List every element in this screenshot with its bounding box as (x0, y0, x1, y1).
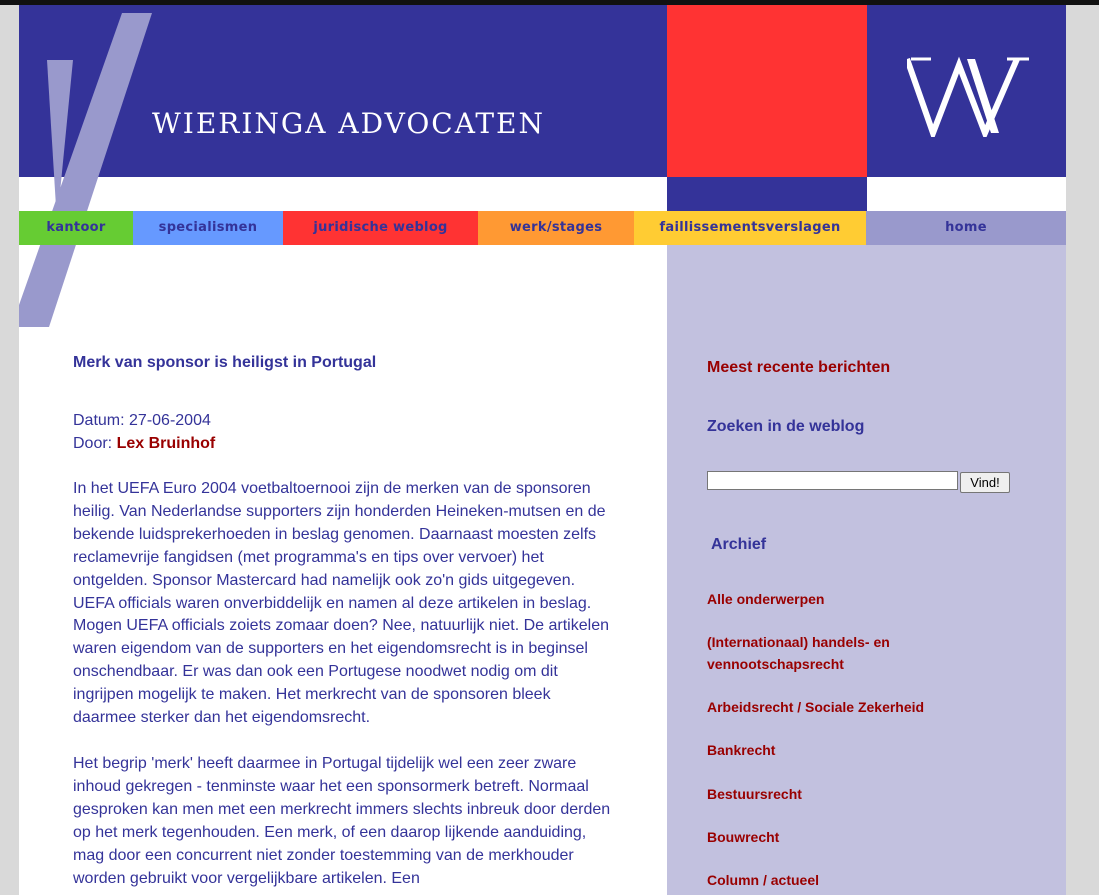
archive-link-arbeidsrecht[interactable]: Arbeidsrecht / Sociale Zekerheid (707, 699, 925, 715)
main-nav (19, 211, 1066, 245)
nav-item-kantoor[interactable]: kantoor (19, 211, 133, 245)
archive-link-alle-onderwerpen[interactable]: Alle onderwerpen (707, 591, 825, 607)
nav-item-juridische-weblog[interactable]: juridische weblog (283, 211, 478, 245)
weblog-search-input[interactable] (707, 471, 958, 490)
archive-heading: Archief (711, 536, 767, 553)
article-meta (73, 409, 215, 455)
nav-item-specialismen[interactable]: specialismen (133, 211, 283, 245)
article-author-line (73, 432, 215, 455)
header-stripe (667, 177, 867, 211)
nav-item-faillissementsverslagen[interactable]: faillissementsverslagen (634, 211, 866, 245)
article-title: Merk van sponsor is heiligst in Portugal (73, 354, 377, 371)
author-label: Door: (73, 435, 117, 452)
page (19, 5, 1066, 895)
article-date: Datum: 27-06-2004 (73, 412, 211, 429)
logo-v-icon (19, 5, 154, 327)
search-button[interactable]: Vind! (960, 472, 1010, 493)
site-title: WIERINGA ADVOCATEN (152, 107, 545, 140)
archive-link-bestuursrecht[interactable]: Bestuursrecht (707, 786, 802, 802)
search-heading: Zoeken in de weblog (707, 418, 865, 435)
nav-item-home[interactable]: home (866, 211, 1066, 245)
header-red-block (667, 5, 867, 177)
archive-link-handelsrecht[interactable]: (Internationaal) handels- en vennootschapsrecht (707, 634, 890, 672)
author-link[interactable]: Lex Bruinhof (116, 435, 216, 452)
archive-link-column-actueel[interactable]: Column / actueel (707, 872, 820, 888)
archive-link-bouwrecht[interactable]: Bouwrecht (707, 829, 780, 845)
article-paragraph-2: Het begrip 'merk' heeft daarmee in Portugal tijdelijk wel een zeer zware inhoud gekregen - tenminste waar het een sponsormerk betreft. Normaal gesproken kan men met een merkrecht immers slechts inbreuk door derden op het merk tegenhouden. Een merk, of een daarop lijkende aanduiding, mag door een concurrent niet zonder toestemming van de merkhouder worden gebruikt voor vergelijkbare artikelen. Een (73, 755, 611, 887)
nav-item-werk-stages[interactable]: werk/stages (478, 211, 634, 245)
wieringa-logo[interactable] (907, 53, 1031, 137)
archive-link-bankrecht[interactable]: Bankrecht (707, 742, 776, 758)
article-paragraph-1: In het UEFA Euro 2004 voetbaltoernooi zijn de merken van de sponsoren heilig. Van Nederlandse supporters zijn honderden Heineken-mutsen en de bekende luidsprekerhoeden in beslag genomen. Daarnaast moesten zelfs reclamevrije fangidsen (met programma's en tips over vervoer) het ontgelden. Sponsor Mastercard had namelijk ook zo'n gids uitgegeven. UEFA officials waren onverbiddelijk en namen al deze artikelen in beslag. Mogen UEFA officials zoiets zomaar doen? Nee, natuurlijk niet. De artikelen waren eigendom van de supporters en het eigendomsrecht is in beginsel onschendbaar. Er was dan ook een Portugese noodwet nodig om dit ingrijpen mogelijk te maken. Het merkrecht van de sponsoren bleek daarmee sterker dan het eigendomsrecht. (73, 480, 609, 727)
recent-posts-heading[interactable]: Meest recente berichten (707, 359, 891, 376)
